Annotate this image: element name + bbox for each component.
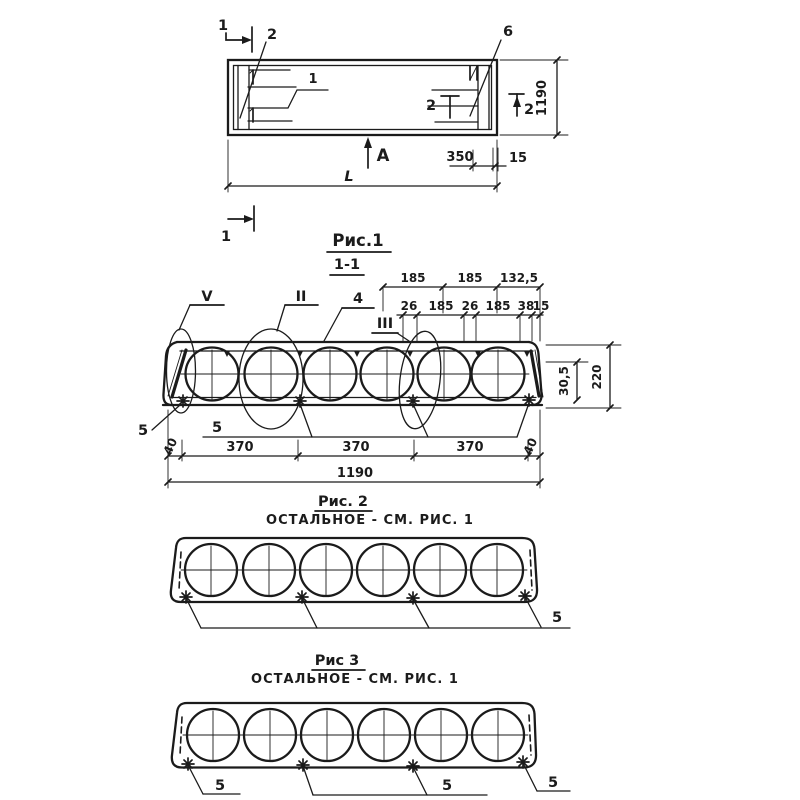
fig1-detail-ii bbox=[277, 289, 318, 331]
section-2-outer-label: 2 bbox=[523, 102, 535, 118]
fig1-dim-total bbox=[165, 466, 543, 485]
fig1-title-label: Рис.1 bbox=[332, 231, 384, 250]
arrow-a-label: А bbox=[376, 146, 390, 165]
dim-185d: 185 bbox=[485, 299, 511, 313]
fig3-note-label: ОСТАЛЬНОЕ - СМ. РИС. 1 bbox=[251, 672, 459, 687]
dim-26a: 26 bbox=[400, 299, 418, 313]
callout-6-label: 6 bbox=[502, 24, 514, 40]
dim-1190-label: 1190 bbox=[535, 79, 550, 117]
dim-38: 38 bbox=[517, 299, 535, 313]
plan-view bbox=[218, 18, 568, 245]
fig1-detail-iii bbox=[372, 316, 409, 341]
fig3-callout-5-right-label: 5 bbox=[547, 775, 559, 791]
dim-40b: 40 bbox=[520, 435, 541, 457]
dim-370c: 370 bbox=[456, 440, 484, 455]
dim-1190-total-label: 1190 bbox=[336, 466, 374, 481]
fig2-title bbox=[266, 494, 474, 528]
fig3-title-label: Рис 3 bbox=[314, 653, 360, 669]
section-cut-1-top bbox=[218, 18, 252, 52]
dim-185c: 185 bbox=[428, 299, 454, 313]
direction-arrow-a bbox=[364, 137, 390, 168]
plan-slab-outline bbox=[228, 60, 497, 135]
callout-5-left-label: 5 bbox=[137, 423, 149, 439]
callout-5-mid-label: 5 bbox=[211, 420, 223, 436]
fig2-section bbox=[171, 494, 570, 628]
fig3-title bbox=[251, 653, 459, 687]
section-1-bottom-label: 1 bbox=[220, 229, 232, 245]
dim-26b: 26 bbox=[461, 299, 479, 313]
fig1-dim-row2 bbox=[397, 299, 549, 341]
detail-ellipse-iii bbox=[394, 329, 446, 431]
fig1-callout-4 bbox=[324, 291, 374, 341]
dim-370b: 370 bbox=[342, 440, 370, 455]
fig1-detail-v bbox=[179, 289, 224, 330]
fig1-section-label: 1-1 bbox=[333, 257, 361, 273]
fig1-title bbox=[327, 231, 391, 275]
fig3-callout-5-mid-label: 5 bbox=[441, 778, 453, 794]
fig2-title-label: Рис. 2 bbox=[317, 494, 369, 510]
fig3-callout-5-mid bbox=[303, 766, 487, 795]
dim-40a: 40 bbox=[160, 435, 181, 457]
fig3-section bbox=[172, 653, 570, 795]
fig1-dim-30-5 bbox=[546, 359, 588, 403]
dim-185a: 185 bbox=[400, 271, 426, 285]
section-cut-1-bottom bbox=[221, 206, 254, 245]
fig1-slab bbox=[163, 329, 543, 431]
section-cut-2-inner bbox=[426, 96, 459, 118]
fig2-note-label: ОСТАЛЬНОЕ - СМ. РИС. 1 bbox=[266, 513, 474, 528]
dim-15b: 15 bbox=[532, 299, 550, 313]
fig2-callout-5-label: 5 bbox=[551, 610, 563, 626]
plan-dim-1190 bbox=[500, 57, 568, 138]
dim-350-label: 350 bbox=[446, 150, 474, 165]
section-2-inner-label: 2 bbox=[425, 98, 437, 114]
fig2-cores bbox=[181, 544, 527, 596]
dim-220-label: 220 bbox=[590, 364, 604, 390]
fig3-callout-5-left bbox=[188, 765, 240, 794]
callout-4-label: 4 bbox=[352, 291, 364, 307]
dim-185b: 185 bbox=[457, 271, 483, 285]
section-1-top-label: 1 bbox=[217, 18, 229, 34]
dim-30-5-label: 30,5 bbox=[557, 366, 571, 396]
fig3-cores bbox=[183, 709, 528, 761]
detail-v-label: V bbox=[201, 289, 213, 305]
fig3-callout-5-left-label: 5 bbox=[214, 778, 226, 794]
fig1-callout-5-left bbox=[138, 405, 180, 439]
plan-left-bars bbox=[248, 70, 328, 122]
detail-iii-label: III bbox=[376, 316, 394, 332]
section-cut-2-outer bbox=[509, 94, 534, 118]
fig3-anchor-stars bbox=[182, 756, 529, 772]
dim-132-5: 132,5 bbox=[500, 271, 538, 285]
bar-1-callout: 1 bbox=[308, 72, 318, 87]
detail-ii-label: II bbox=[295, 289, 307, 305]
callout-2-label: 2 bbox=[266, 27, 278, 43]
fig3-slab bbox=[172, 703, 536, 772]
dim-370a: 370 bbox=[226, 440, 254, 455]
fig1-cores bbox=[181, 348, 529, 401]
dim-length-label: L bbox=[344, 169, 354, 185]
dim-15-label: 15 bbox=[509, 151, 528, 166]
plan-dim-350-15 bbox=[446, 148, 527, 171]
fig1-section bbox=[138, 231, 621, 488]
fig2-slab bbox=[171, 538, 537, 604]
